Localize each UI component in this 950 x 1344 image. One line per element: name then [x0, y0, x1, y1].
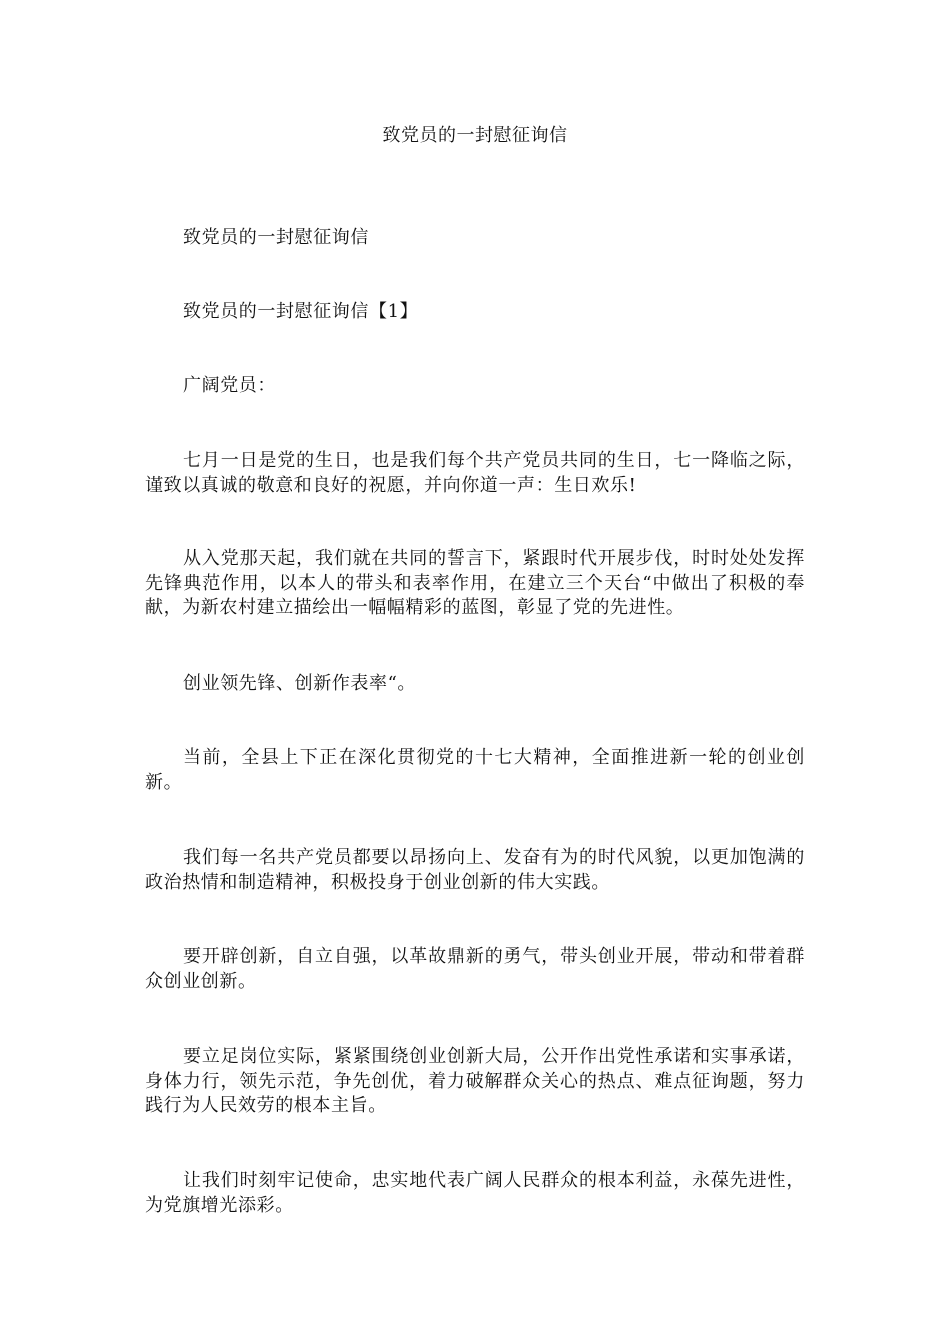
paragraph-body-7: 要立足岗位实际，紧紧围绕创业创新大局，公开作出党性承诺和实事承诺，身体力行，领先示范，争先创优，着力破解群众关心的热点、难点征询题，努力践行为人民效劳的根本主旨。 — [145, 1046, 805, 1116]
paragraph-body-1: 七月一日是党的生日，也是我们每个共产党员共同的生日，七一降临之际，谨致以真诚的敬意和良好的祝愿，并向你道一声：生日欢乐! — [145, 450, 805, 496]
paragraph-subtitle: 致党员的一封慰征询信 — [183, 227, 369, 248]
paragraph-body-2: 从入党那天起，我们就在共同的誓言下，紧跟时代开展步伐，时时处处发挥先锋典范作用，以本人的带头和表率作用，在建立三个天台“中做出了积极的奉献，为新农村建立描绘出一幅幅精彩的蓝图，彰显了党的先进性。 — [145, 548, 805, 618]
paragraph-body-4: 当前，全县上下正在深化贯彻党的十七大精神，全面推进新一轮的创业创新。 — [145, 747, 805, 793]
document-title: 致党员的一封慰征询信 — [382, 125, 568, 146]
paragraph-body-5: 我们每一名共产党员都要以昂扬向上、发奋有为的时代风貌，以更加饱满的政治热情和制造精神，积极投身于创业创新的伟大实践。 — [145, 847, 805, 893]
paragraph-salutation: 广阔党员： — [183, 375, 276, 396]
paragraph-section-heading: 致党员的一封慰征询信【1】 — [183, 301, 419, 322]
paragraph-body-3: 创业领先锋、创新作表率“。 — [183, 673, 417, 694]
paragraph-body-6: 要开辟创新，自立自强，以革故鼎新的勇气，带头创业开展，带动和带着群众创业创新。 — [145, 946, 805, 992]
paragraph-body-8: 让我们时刻牢记使命，忠实地代表广阔人民群众的根本利益，永葆先进性，为党旗增光添彩。 — [145, 1170, 805, 1216]
